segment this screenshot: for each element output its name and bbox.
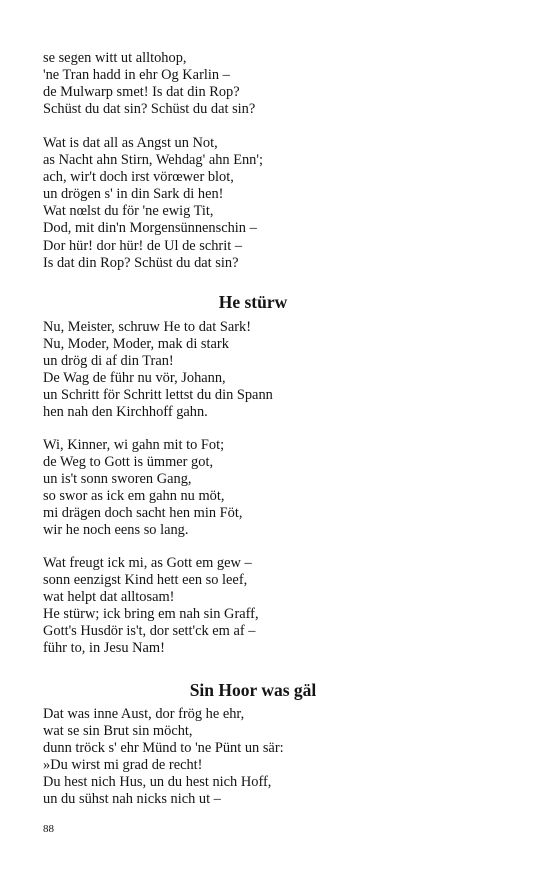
verse-line: un drögen s' in din Sark di hen!: [43, 186, 224, 203]
verse-line: hen nah den Kirchhoff gahn.: [43, 404, 208, 421]
verse-line: führ to, in Jesu Nam!: [43, 640, 165, 657]
stanza: [43, 50, 255, 118]
page-number: 88: [43, 823, 54, 835]
poem-title: He stürw: [218, 292, 288, 312]
verse-line: Wat is dat all as Angst un Not,: [43, 135, 218, 151]
verse-line: wat helpt dat alltosam!: [43, 589, 175, 606]
verse-line: as Nacht ahn Stirn, Wehdag' ahn Enn';: [43, 152, 263, 169]
verse-line: »Du wirst mi grad de recht!: [43, 757, 203, 774]
verse-line: sonn eenzigst Kind hett een so leef,: [43, 572, 248, 589]
stanza: [43, 437, 242, 540]
verse-line: Wi, Kinner, wi gahn mit to Fot;: [43, 437, 225, 453]
verse-line: Nu, Meister, schruw He to dat Sark!: [43, 319, 252, 335]
verse-line: Dat was inne Aust, dor frög he ehr,: [43, 706, 245, 722]
stanza: [43, 135, 263, 272]
verse-line: Nu, Moder, Moder, mak di stark: [43, 336, 229, 353]
verse-line: de Weg to Gott is ümmer got,: [43, 454, 214, 471]
verse-line: un Schritt för Schritt lettst du din Spann: [43, 387, 273, 404]
verse-line: wat se sin Brut sin möcht,: [43, 723, 193, 740]
verse-line: so swor as ick em gahn nu möt,: [43, 488, 225, 505]
stanza: [43, 706, 284, 809]
verse-line: Is dat din Rop? Schüst du dat sin?: [43, 254, 239, 271]
verse-line: wir he noch eens so lang.: [43, 522, 189, 539]
stanza: [43, 555, 259, 658]
verse-line: He stürw; ick bring em nah sin Graff,: [43, 606, 259, 623]
verse-line: ach, wir't doch irst vörœwer blot,: [43, 169, 234, 186]
verse-line: se segen witt ut alltohop,: [43, 50, 187, 66]
verse-line: de Mulwarp smet! Is dat din Rop?: [43, 84, 240, 101]
stanza: [43, 319, 273, 422]
verse-line: Dor hür! dor hür! de Ul de schrit –: [43, 237, 243, 254]
verse-line: Wat freugt ick mi, as Gott em gew –: [43, 555, 252, 571]
verse-line: dunn tröck s' ehr Münd to 'ne Pünt un sär:: [43, 740, 284, 757]
verse-line: mi drägen doch sacht hen min Föt,: [43, 505, 243, 522]
verse-line: un drög di af din Tran!: [43, 353, 174, 370]
verse-line: un du sühst nah nicks nich ut –: [43, 791, 221, 808]
verse-line: un is't sonn sworen Gang,: [43, 471, 192, 488]
verse-line: Dod, mit din'n Morgensünnenschin –: [43, 220, 257, 237]
verse-line: Wat nœlst du för 'ne ewig Tit,: [43, 203, 214, 220]
verse-line: 'ne Tran hadd in ehr Og Karlin –: [43, 67, 230, 84]
verse-line: Gott's Husdör is't, dor sett'ck em af –: [43, 623, 256, 640]
verse-line: Du hest nich Hus, un du hest nich Hoff,: [43, 774, 272, 791]
verse-line: Schüst du dat sin? Schüst du dat sin?: [43, 101, 256, 118]
verse-line: De Wag de führ nu vör, Johann,: [43, 370, 226, 387]
poem-title: Sin Hoor was gäl: [189, 680, 317, 700]
